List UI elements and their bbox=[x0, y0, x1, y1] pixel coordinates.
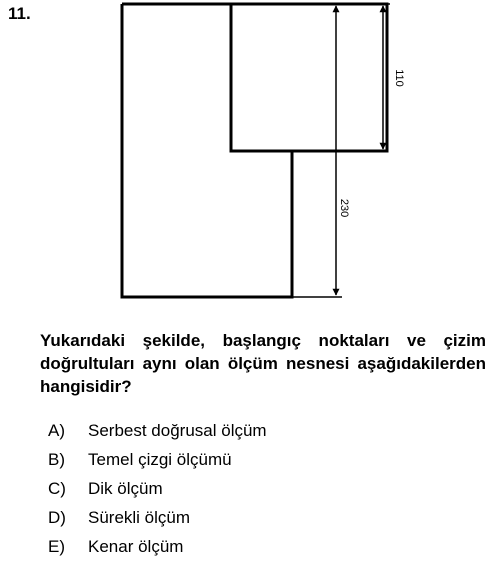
part-step-line bbox=[231, 4, 292, 151]
option-text: Dik ölçüm bbox=[88, 479, 163, 498]
option-e[interactable] bbox=[48, 532, 267, 561]
answer-options bbox=[48, 416, 267, 561]
option-letter: D) bbox=[48, 508, 66, 527]
option-letter: C) bbox=[48, 479, 66, 498]
option-letter: A) bbox=[48, 421, 65, 440]
option-text: Sürekli ölçüm bbox=[88, 508, 191, 527]
question-text: Yukarıdaki şekilde, başlangıç noktaları ve çizim doğrultuları aynı olan ölçüm nesnesi aşağıdakilerden hangisidir? bbox=[40, 331, 486, 396]
question-number: 11. bbox=[8, 4, 31, 23]
option-b[interactable] bbox=[48, 445, 267, 474]
option-d[interactable] bbox=[48, 503, 267, 532]
option-text: Serbest doğrusal ölçüm bbox=[88, 421, 267, 440]
dimension-text-lower: 230 bbox=[338, 198, 350, 218]
option-text: Kenar ölçüm bbox=[88, 537, 184, 556]
option-letter: E) bbox=[48, 537, 65, 556]
option-letter: B) bbox=[48, 450, 65, 469]
option-a[interactable] bbox=[48, 416, 267, 445]
option-c[interactable] bbox=[48, 474, 267, 503]
dimension-text-upper: 110 bbox=[393, 69, 405, 87]
option-text: Temel çizgi ölçümü bbox=[88, 450, 232, 469]
